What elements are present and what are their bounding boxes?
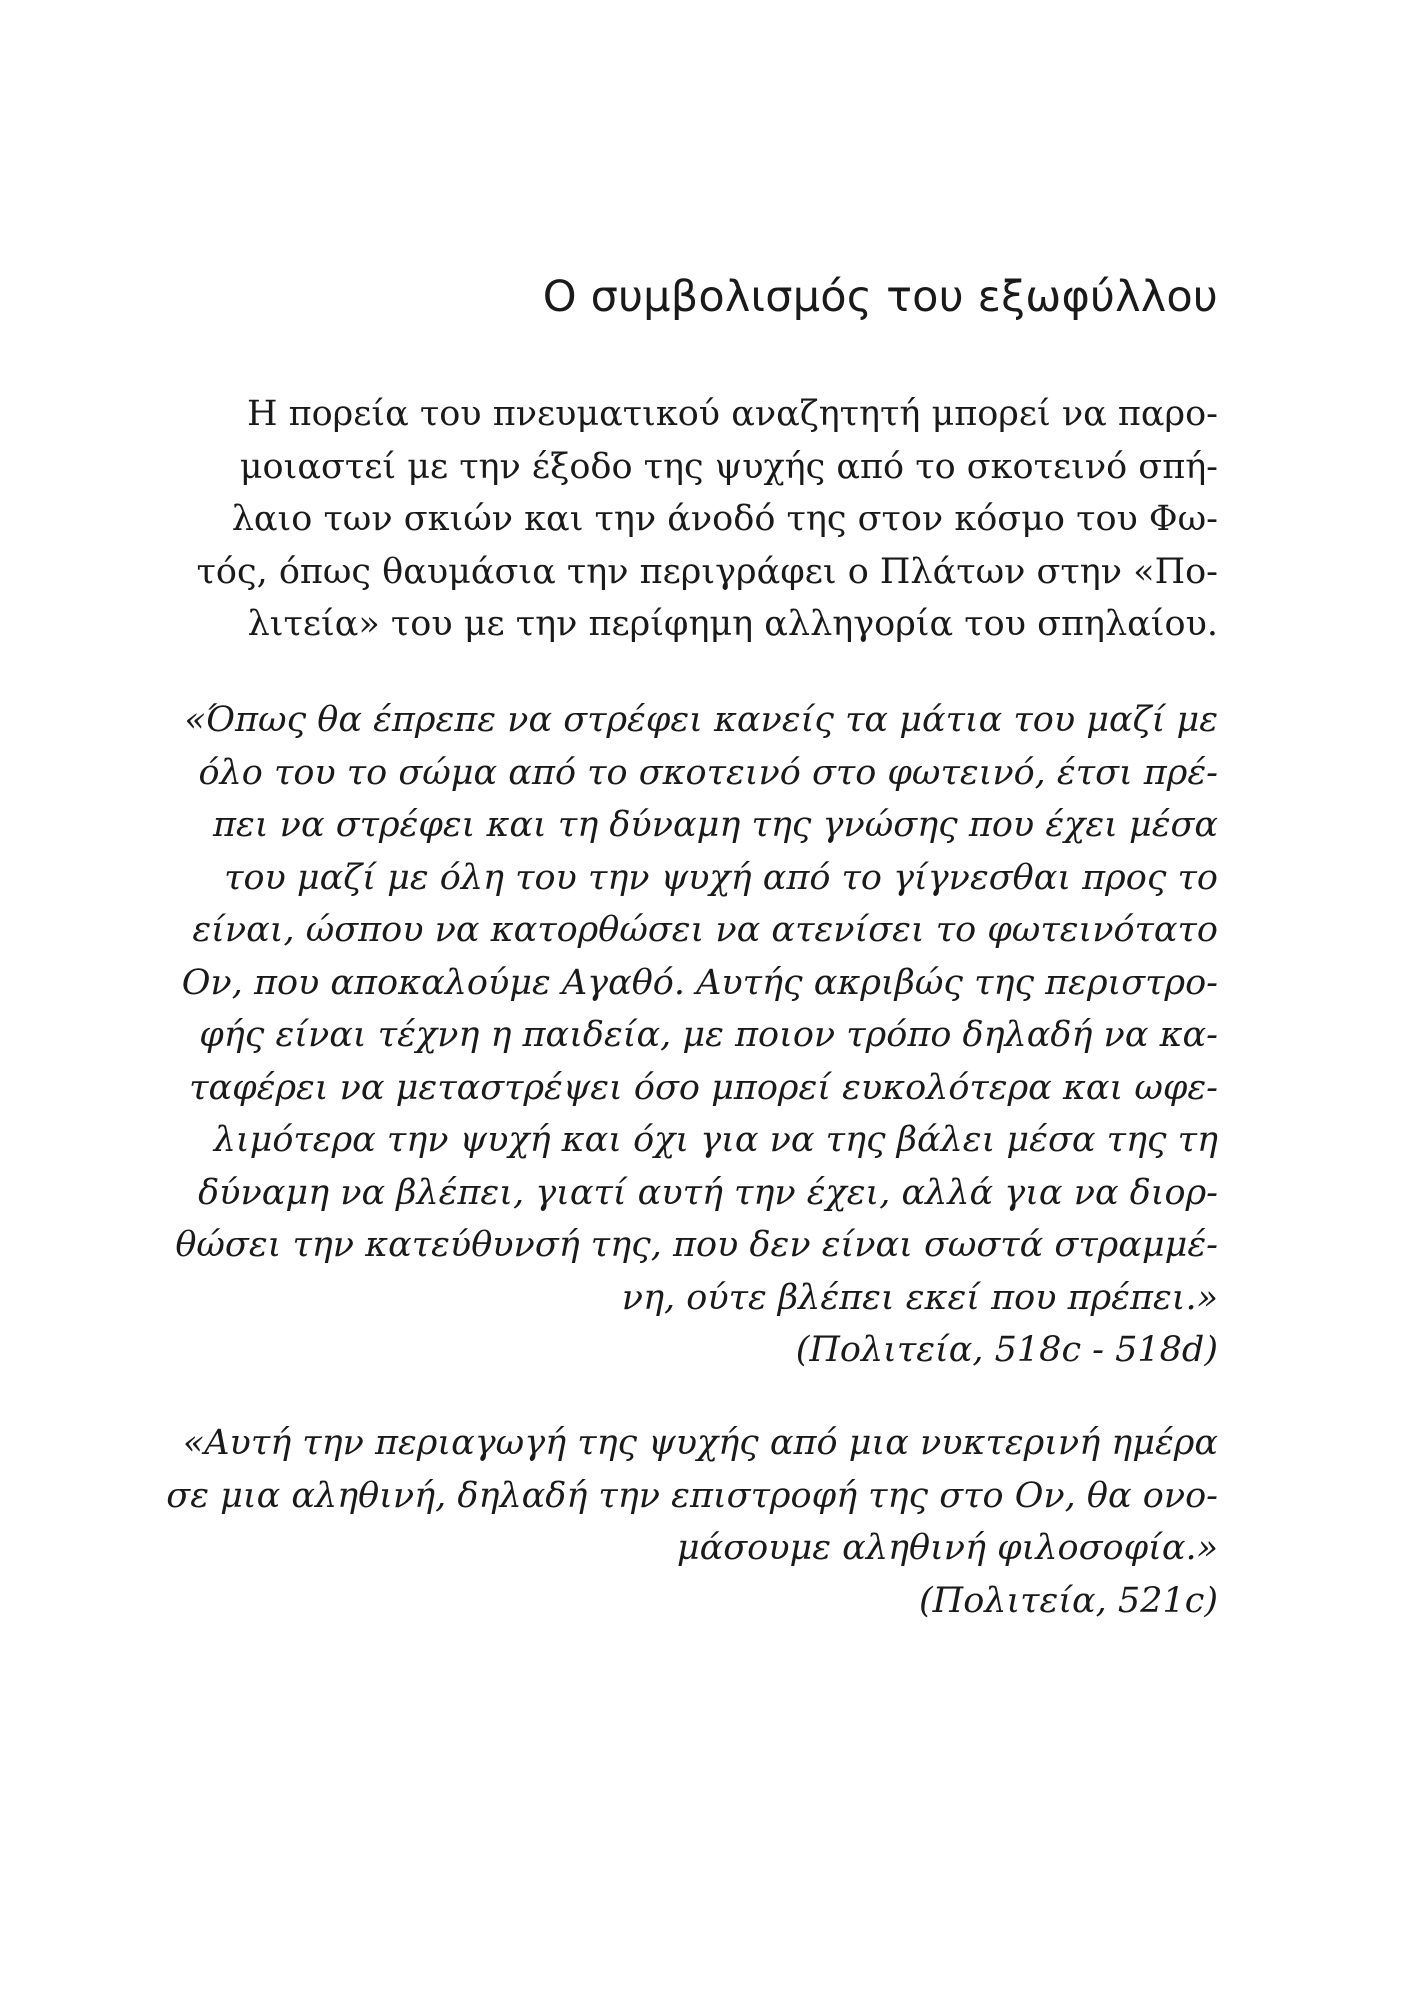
intro-line: Η πορεία του πνευματικού αναζητητή μπορεί να παρο-	[246, 394, 1218, 434]
quote-line: ταφέρει να μεταστρέψει όσο μπορεί ευκολότερα και ωφε-	[189, 1067, 1218, 1108]
quote-citation: (Πολιτεία, 518c - 518d)	[795, 1330, 1218, 1370]
intro-line: μοιαστεί με την έξοδο της ψυχής από το σκοτεινό σπή-	[239, 446, 1218, 487]
quote-line: του μαζί με όλη του την ψυχή από το γίγνεσθαι προς το	[224, 857, 1218, 898]
quote-line: θώσει την κατεύθυνσή της, που δεν είναι σωστά στραμμέ-	[175, 1225, 1218, 1265]
quote-citation: (Πολιτεία, 521c)	[919, 1580, 1218, 1621]
quote-line: φής είναι τέχνη η παιδεία, με ποιον τρόπο δηλαδή να κα-	[199, 1015, 1218, 1055]
quote-line: μάσουμε αληθινή φιλοσοφία.»	[676, 1528, 1218, 1568]
intro-line: λιτεία» του με την περίφημη αλληγορία του σπηλαίου.	[247, 604, 1218, 644]
quote-republic-521	[166, 1417, 1218, 1627]
quote-line: σε μια αληθινή, δηλαδή την επιστροφή της στο Ον, θα ονο-	[166, 1475, 1218, 1516]
quote-line: λιμότερα την ψυχή και όχι για να της βάλει μέσα της τη	[213, 1120, 1218, 1160]
quote-line: όλο του το σώμα από το σκοτεινό στο φωτεινό, έτσι πρέ-	[198, 752, 1218, 793]
page-title: Ο συμβολισμός του εξωφύλλου	[542, 272, 1218, 322]
quote-line: «Όπως θα έπρεπε να στρέφει κανείς τα μάτια του μαζί με	[184, 700, 1218, 740]
quote-line: είναι, ώσπου να κατορθώσει να ατενίσει το φωτεινότατο	[192, 910, 1218, 950]
quote-line: δύναμη να βλέπει, γιατί αυτή την έχει, αλλά για να διορ-	[198, 1172, 1218, 1213]
intro-paragraph	[197, 388, 1218, 651]
quote-line: νη, ούτε βλέπει εκεί που πρέπει.»	[621, 1277, 1218, 1318]
quote-line: πει να στρέφει και τη δύναμη της γνώσης που έχει μέσα	[213, 805, 1218, 845]
quote-republic-518	[175, 694, 1218, 1377]
intro-line: τός, όπως θαυμάσια την περιγράφει ο Πλάτων στην «Πο-	[196, 551, 1218, 592]
quote-line: «Αυτή την περιαγωγή της ψυχής από μια νυκτερινή ημέρα	[182, 1423, 1218, 1463]
intro-line: λαιο των σκιών και την άνοδό της στον κόσμο του Φω-	[231, 499, 1218, 539]
quote-line: Ον, που αποκαλούμε Αγαθό. Αυτής ακριβώς της περιστρο-	[181, 962, 1218, 1003]
